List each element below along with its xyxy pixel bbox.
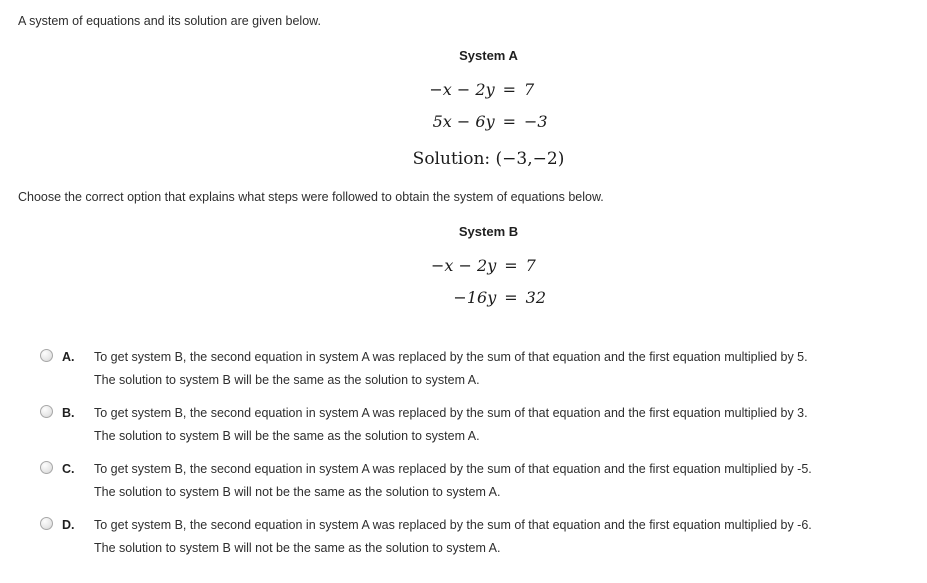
option-text <box>94 346 808 392</box>
option-letter: D. <box>62 518 75 532</box>
system-a-equations <box>429 79 547 132</box>
option-row-c[interactable] <box>40 458 927 504</box>
system-b-title: System B <box>458 224 519 239</box>
option-text-line2: The solution to system B will not be the same as the solution to system A. <box>94 541 501 555</box>
option-text-line2: The solution to system B will be the same as the solution to system A. <box>94 373 480 387</box>
prompt-text: Choose the correct option that explains what steps were followed to obtain the system of equations below. <box>18 190 604 204</box>
option-radio-c[interactable] <box>40 461 53 474</box>
equation-rhs: 7 <box>524 80 535 99</box>
answer-options <box>0 346 927 560</box>
equation-lhs: −x − 2y <box>429 80 495 99</box>
option-text-line2: The solution to system B will not be the same as the solution to system A. <box>94 485 501 499</box>
option-radio-a[interactable] <box>40 349 53 362</box>
option-row-a[interactable] <box>40 346 927 392</box>
option-radio-b[interactable] <box>40 405 53 418</box>
intro-text: A system of equations and its solution are given below. <box>18 14 321 28</box>
system-a-title: System A <box>459 48 518 63</box>
system-a-solution <box>50 149 927 169</box>
equation-lhs: −16y <box>453 288 497 307</box>
option-text <box>94 514 812 560</box>
equation-lhs: 5x − 6y <box>432 112 495 131</box>
equation-rhs: 7 <box>525 256 536 275</box>
system-a-block <box>50 48 927 169</box>
solution-label: Solution: <box>412 149 491 169</box>
system-b-block <box>50 224 927 308</box>
equation-rhs: −3 <box>524 112 548 131</box>
option-row-b[interactable] <box>40 402 927 448</box>
option-radio-d[interactable] <box>40 517 53 530</box>
option-text-line2: The solution to system B will be the same as the solution to system A. <box>94 429 480 443</box>
equation-equals: = <box>502 80 517 99</box>
option-letter: C. <box>62 462 75 476</box>
option-letter: B. <box>62 406 75 420</box>
option-text-line1: To get system B, the second equation in system A was replaced by the sum of that equation and the first equation multiplied by -6. <box>94 518 812 532</box>
option-text <box>94 458 812 504</box>
equation-rhs: 32 <box>525 288 546 307</box>
option-text-line1: To get system B, the second equation in system A was replaced by the sum of that equation and the first equation multiplied by -5. <box>94 462 812 476</box>
solution-value: (−3,−2) <box>495 149 565 169</box>
system-b-equations <box>431 255 546 308</box>
option-text-line1: To get system B, the second equation in system A was replaced by the sum of that equation and the first equation multiplied by 5. <box>94 350 808 364</box>
equation-equals: = <box>504 256 518 275</box>
option-text-line1: To get system B, the second equation in system A was replaced by the sum of that equation and the first equation multiplied by 3. <box>94 406 808 420</box>
equation-lhs: −x − 2y <box>431 256 497 275</box>
equation-equals: = <box>504 288 518 307</box>
equation-equals: = <box>502 112 517 131</box>
option-letter: A. <box>62 350 75 364</box>
option-text <box>94 402 808 448</box>
option-row-d[interactable] <box>40 514 927 560</box>
